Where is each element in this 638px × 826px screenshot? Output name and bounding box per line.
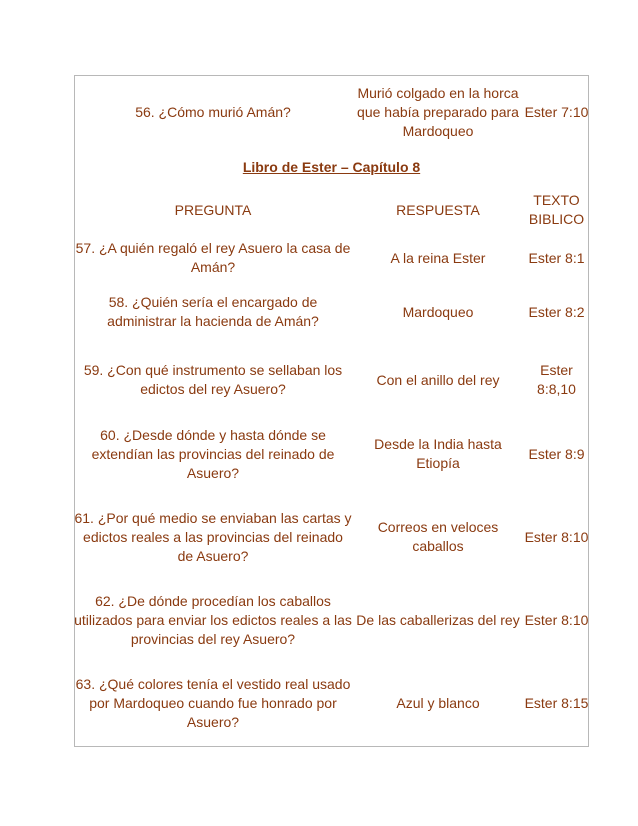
question-cell [74,85,352,140]
question-text: 63. ¿Qué colores tenía el vestido real usado por Mardoqueo cuando fue honrado por Asuero? [75,675,351,730]
question-cell [74,238,352,278]
reference-text: Ester 8:1 [528,249,585,266]
question-cell [74,360,352,400]
answer-text: De las caballerizas del rey [356,611,520,628]
reference-text: Ester 8:8,10 [537,362,576,397]
reference-text: Ester 8:2 [528,303,585,320]
reference-cell [524,673,589,733]
answer-text: Azul y blanco [396,694,480,711]
reference-cell [524,238,589,278]
header-answer-label: RESPUESTA [396,201,480,218]
question-text: 59. ¿Con qué instrumento se sellaban los edictos del rey Asuero? [83,362,343,397]
question-cell [74,292,352,332]
reference-cell [524,507,589,567]
chapter-title: Libro de Ester – Capítulo 8 [242,159,421,175]
question-text: 60. ¿Desde dónde y hasta dónde se extendían las provincias del reinado de Asuero? [91,426,335,481]
header-reference-label: TEXTO BIBLICO [528,192,585,227]
header-question [74,190,352,230]
answer-cell [352,424,524,484]
header-question-label: PREGUNTA [174,201,252,218]
question-text: 56. ¿Cómo murió Amán? [135,104,291,120]
answer-cell [352,507,524,567]
answer-text: Mardoqueo [402,303,474,320]
header-reference [524,190,589,230]
reference-text: Ester 7:10 [524,104,589,120]
answer-cell [352,673,524,733]
reference-text: Ester 8:10 [524,528,589,545]
question-text: 61. ¿Por qué medio se enviaban las cartas y edictos reales a las provincias del reinado de Asuero? [74,509,352,564]
question-text: 57. ¿A quién regaló el rey Asuero la casa de Amán? [75,240,351,275]
question-text: 62. ¿De dónde procedían los caballos utilizados para enviar los edictos reales a las provincias del rey Asuero? [74,592,352,647]
answer-cell [352,238,524,278]
reference-cell [524,360,589,400]
question-cell [74,590,352,650]
answer-text: Desde la India hasta Etiopía [374,436,502,471]
question-cell [74,424,352,484]
reference-cell [524,590,589,650]
answer-text: Murió colgado en la horca que había preparado para Mardoqueo [357,85,519,139]
question-text: 58. ¿Quién sería el encargado de administrar la hacienda de Amán? [107,294,319,329]
reference-cell [524,424,589,484]
reference-cell [524,85,589,140]
answer-text: A la reina Ester [390,249,486,266]
reference-text: Ester 8:15 [524,694,589,711]
answer-cell [352,590,524,650]
question-cell [74,507,352,567]
answer-cell [352,85,524,140]
reference-cell [524,292,589,332]
answer-cell [352,292,524,332]
header-answer [352,190,524,230]
answer-text: Correos en veloces caballos [377,519,499,554]
answer-text: Con el anillo del rey [376,371,500,388]
reference-text: Ester 8:9 [528,445,585,462]
answer-cell [352,360,524,400]
reference-text: Ester 8:10 [524,611,589,628]
question-cell [74,673,352,733]
